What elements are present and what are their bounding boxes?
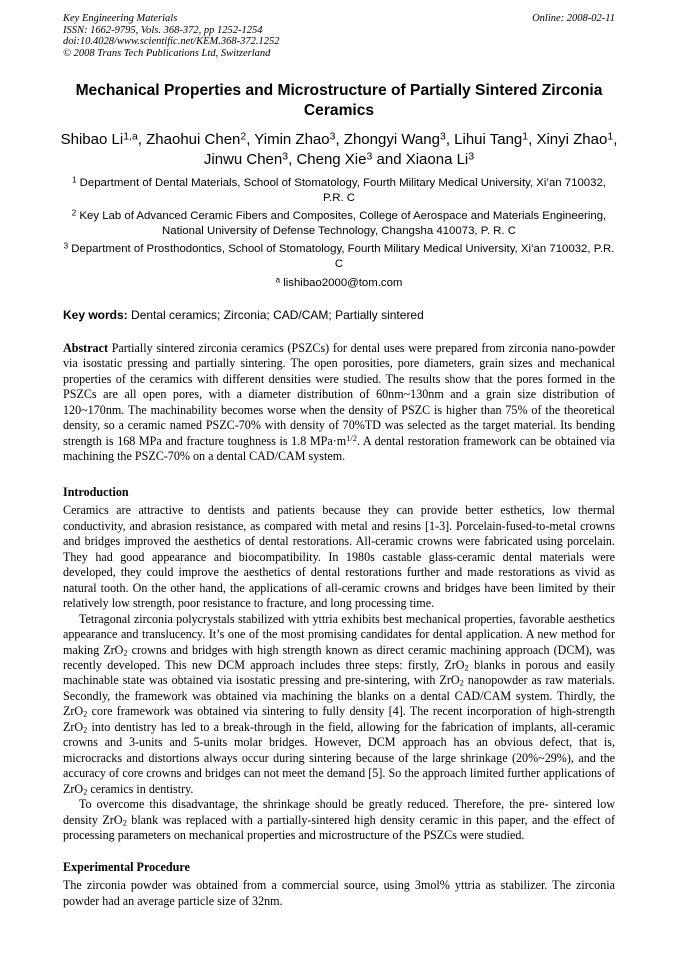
author-list: [55, 130, 623, 170]
author: Jinwu Chen$^3$,: [203, 150, 297, 168]
keywords: [63, 308, 623, 323]
online-date: Online: 2008-02-11: [532, 13, 615, 24]
abstract-label: Abstract: [63, 341, 109, 355]
journal-name: Key Engineering Materials: [63, 13, 178, 24]
author: Xinyi Zhao$^1$,: [536, 130, 618, 148]
journal-header: [63, 13, 615, 59]
author: Zhaohui Chen$^2$,: [146, 130, 255, 148]
corresponding-email: $^a$ lishibao2000@tom.com: [275, 274, 403, 289]
affiliation-3: $^3$ Department of Prosthodontics, School of Stomatology, Fourth Military Medical University, Xi’an 710032, P.R. C: [63, 241, 615, 270]
introduction-section: [63, 485, 615, 843]
abstract: Abstract Partially sintered zirconia ceramics (PSZCs) for dental uses were prepared from zirconia nano-powder via isostatic pressing and partially sintering. The open porosities, pore diameters, grain sizes and mechanical properties of the ceramics with different densities were studied. The results show that the pores formed in the PSZCs are all open pores, with a diameter distribution of 60nm~130nm and a grain size distribution of 120~170nm. The machinability becomes worse when the density of PSZC is higher than 75% of the theoretical density, so a ceramic named PSZC-70% with density of 70%TD was selected as the target material. Its bending strength is 168 MPa and fracture toughness is 1.8 $MPa\cdot m^{1/2}$. A dental restoration framework can be obtained via machining the PSZC-70% on a dental CAD/CAM system.: [63, 341, 616, 464]
doi-line: doi:10.4028/www.scientific.net/KEM.368-372.1252: [63, 36, 280, 47]
author: Lihui Tang$^1$,: [454, 130, 537, 148]
author: Yimin Zhao$^3$,: [254, 130, 344, 148]
introduction-heading: Introduction: [63, 485, 129, 499]
author: Xiaona Li$^3$: [405, 150, 475, 168]
author: Zhongyi Wang$^3$,: [343, 130, 455, 148]
experimental-paragraph-1: The zirconia powder was obtained from a commercial source, using 3mol% yttria as stabilizer. The zirconia powder had an average particle size of 32nm.: [63, 878, 615, 908]
paper-title: Mechanical Properties and Microstructure of Partially Sintered Zirconia Ceramics: [75, 82, 603, 119]
affiliation-1: $^1$ Department of Dental Materials, School of Stomatology, Fourth Military Medical University, Xi’an 710032, P.R. C: [72, 175, 606, 204]
experimental-heading: Experimental Procedure: [63, 860, 190, 874]
experimental-section: [63, 860, 615, 909]
issn-line: ISSN: 1662-9795, Vols. 368-372, pp 1252-1254: [63, 24, 263, 36]
author: Shibao Li$^{1,a}$,: [60, 130, 147, 148]
introduction-paragraph-1: Ceramics are attractive to dentists and patients because they can provide better esthetics, low thermal conductivity, and abrasion resistance, as compared with metal and resins [1-3]. Porcelain-fused-to-metal crowns and bridges improved the aesthetics of dental restorations. All-ceramic crowns were fabricated using porcelain. They had good appearance and biocompatibility. In 1980s castable glass-ceramic dental materials were developed, they could improve the aesthetics of dental restorations further and made restorations as vivid as natural tooth. On the other hand, the applications of all-ceramic crowns and bridges have been limited by their relatively low strength, poor resistance to fracture, and long processing time.: [63, 503, 615, 611]
affiliations: [63, 176, 615, 290]
author: Cheng Xie$^3$ and: [296, 150, 406, 168]
affiliation-2: $^2$ Key Lab of Advanced Ceramic Fibers and Composites, College of Aerospace and Materials Engineering, National University of Defense Technology, Changsha 410073, P. R. C: [71, 208, 607, 237]
keywords-text: Dental ceramics; Zirconia; CAD/CAM; Partially sintered: [131, 308, 424, 322]
copyright-line: © 2008 Trans Tech Publications Ltd, Switzerland: [63, 47, 271, 59]
introduction-paragraph-2: Tetragonal zirconia polycrystals stabilized with yttria exhibits best mechanical properties, favorable aesthetics appearance and translucency. It’s one of the most promising candidates for dental application. A new method for making ZrO$_2$ crowns and bridges with high strength known as direct ceramic machining approach (DCM), was recently developed. This new DCM approach includes three steps: firstly, ZrO$_2$ blanks in porous and easily machinable state was obtained via isostatic pressing and pre-sintering, with ZrO$_2$ nanopowder as raw materials. Secondly, the framework was obtained via machining the blanks on a dental CAD/CAM system. Thirdly, the ZrO$_2$ core framework was obtained via sintering to fully density [4]. The recent incorporation of high-strength ZrO$_2$ into dentistry has led to a break-through in the field, allowing for the fabrication of implants, all-ceramic crowns and 3-units and 5-units molar bridges. However, DCM approach has an obvious defect, that is, microcracks and distortions always occur during sintering because of the large shrinkage (20%~29%), and the accuracy of core crowns and bridges can not meet the demand [5]. So the approach limited further applications of ZrO$_2$ ceramics in dentistry.: [63, 611, 615, 797]
keywords-label: Key words:: [63, 308, 128, 322]
introduction-paragraph-3: To overcome this disadvantage, the shrinkage should be greatly reduced. Therefore, the pre- sintered low density ZrO$_2$ blank was replaced with a partially-sintered high density ceramic in this paper, and the effect of processing parameters on mechanical properties and microstructure of the PSZCs were studied.: [63, 797, 615, 842]
